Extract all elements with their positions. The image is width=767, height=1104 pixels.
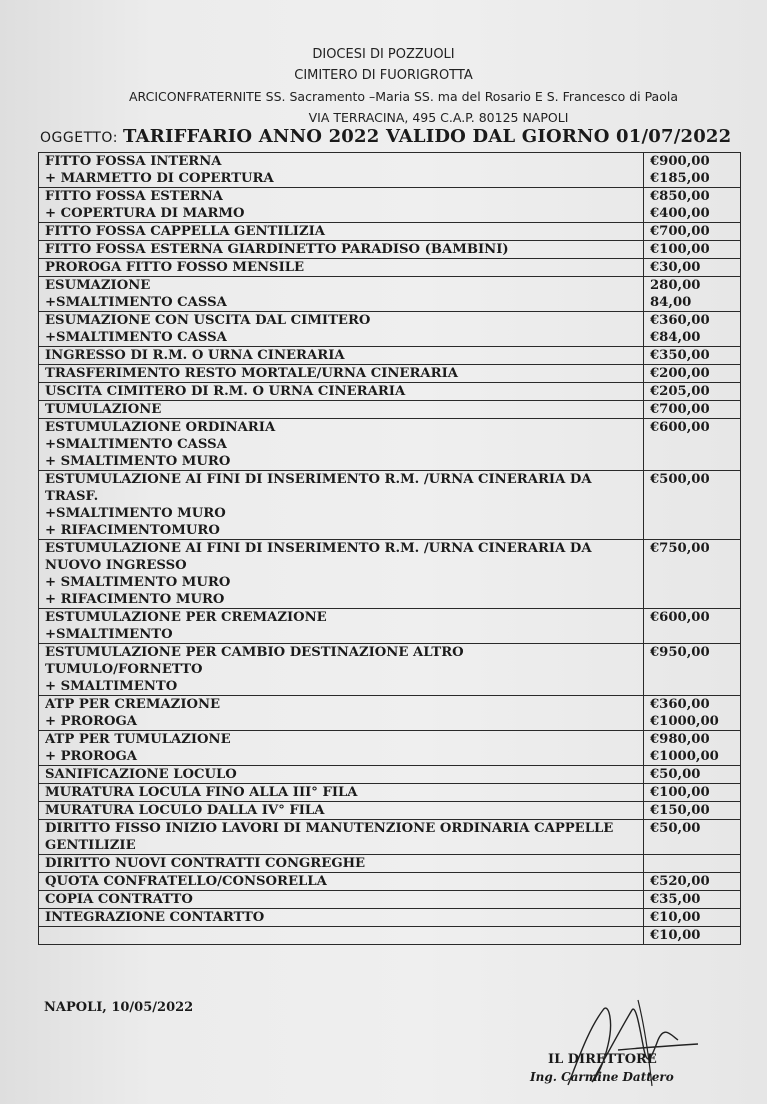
tariff-description <box>39 347 644 365</box>
tariff-description <box>39 696 644 731</box>
description-line: ESTUMULAZIONE AI FINI DI INSERIMENTO R.M. /URNA CINERARIA DA <box>45 541 592 556</box>
director-title: IL DIRETTORE <box>548 1052 657 1067</box>
tariff-row <box>39 471 741 540</box>
tariff-row <box>39 365 741 383</box>
tariff-description <box>39 784 644 802</box>
description-line: QUOTA CONFRATELLO/CONSORELLA <box>45 874 327 889</box>
tariff-description <box>39 365 644 383</box>
tariff-price <box>644 927 741 945</box>
tariff-row <box>39 419 741 471</box>
tariff-price <box>644 383 741 401</box>
price-value: €84,00 <box>650 330 701 345</box>
price-value: 84,00 <box>650 295 692 310</box>
tariff-price <box>644 471 741 540</box>
header-confraternity: ARCICONFRATERNITE SS. Sacramento –Maria SS. ma del Rosario E S. Francesco di Paola <box>129 89 678 104</box>
header-diocese: DIOCESI DI POZZUOLI <box>312 47 455 62</box>
tariff-row <box>39 277 741 312</box>
tariff-description <box>39 609 644 644</box>
tariff-description <box>39 419 644 471</box>
description-line: TRASF. <box>45 489 99 504</box>
tariff-description <box>39 873 644 891</box>
description-line: ESUMAZIONE <box>45 278 151 293</box>
description-line: USCITA CIMITERO DI R.M. O URNA CINERARIA <box>45 384 406 399</box>
tariff-row <box>39 855 741 873</box>
price-value: €520,00 <box>650 874 710 889</box>
tariff-price <box>644 223 741 241</box>
description-line: MURATURA LOCULO DALLA IV° FILA <box>45 803 325 818</box>
tariff-description <box>39 223 644 241</box>
description-line: +SMALTIMENTO CASSA <box>45 330 227 345</box>
description-line: +SMALTIMENTO <box>45 627 173 642</box>
description-line: ATP PER CREMAZIONE <box>45 697 221 712</box>
description-line: + SMALTIMENTO <box>45 679 178 694</box>
document-header <box>0 44 767 128</box>
description-line: NUOVO INGRESSO <box>45 558 187 573</box>
description-line: TUMULO/FORNETTO <box>45 662 203 677</box>
tariff-price <box>644 540 741 609</box>
tariff-description <box>39 241 644 259</box>
tariff-description <box>39 909 644 927</box>
tariff-row <box>39 312 741 347</box>
director-name: Ing. Carmine Dattero <box>530 1070 674 1084</box>
price-value: €360,00 <box>650 697 710 712</box>
tariff-price <box>644 820 741 855</box>
price-value: €900,00 <box>650 154 710 169</box>
tariff-row <box>39 540 741 609</box>
tariff-price <box>644 766 741 784</box>
tariff-row <box>39 909 741 927</box>
tariff-price <box>644 312 741 347</box>
tariff-row <box>39 153 741 188</box>
tariff-description <box>39 312 644 347</box>
tariff-description <box>39 471 644 540</box>
tariff-price <box>644 188 741 223</box>
tariff-row <box>39 891 741 909</box>
tariff-description <box>39 766 644 784</box>
tariff-price <box>644 909 741 927</box>
price-value: €100,00 <box>650 242 710 257</box>
subject-title: TARIFFARIO ANNO 2022 VALIDO DAL GIORNO 01/07/2022 <box>123 126 732 147</box>
tariff-price <box>644 365 741 383</box>
price-value: €400,00 <box>650 206 710 221</box>
tariff-row <box>39 927 741 945</box>
tariff-row <box>39 696 741 731</box>
description-line: +SMALTIMENTO CASSA <box>45 295 227 310</box>
tariff-row <box>39 241 741 259</box>
tariff-table-body <box>39 153 741 945</box>
description-line: GENTILIZIE <box>45 838 136 853</box>
description-line: + MARMETTO DI COPERTURA <box>45 171 274 186</box>
tariff-description <box>39 644 644 696</box>
tariff-price <box>644 259 741 277</box>
tariff-description <box>39 188 644 223</box>
description-line: ESTUMULAZIONE AI FINI DI INSERIMENTO R.M. /URNA CINERARIA DA <box>45 472 592 487</box>
price-value: €750,00 <box>650 541 710 556</box>
description-line: TRASFERIMENTO RESTO MORTALE/URNA CINERARIA <box>45 366 459 381</box>
tariff-description <box>39 277 644 312</box>
description-line: PROROGA FITTO FOSSO MENSILE <box>45 260 305 275</box>
tariff-row <box>39 609 741 644</box>
price-value: €500,00 <box>650 472 710 487</box>
tariff-row <box>39 802 741 820</box>
description-line: SANIFICAZIONE LOCULO <box>45 767 237 782</box>
tariff-price <box>644 873 741 891</box>
tariff-row <box>39 820 741 855</box>
tariff-row <box>39 766 741 784</box>
description-line: + RIFACIMENTO MURO <box>45 592 225 607</box>
header-address: VIA TERRACINA, 495 C.A.P. 80125 NAPOLI <box>308 110 569 125</box>
tariff-row <box>39 644 741 696</box>
tariff-description <box>39 259 644 277</box>
price-value: €200,00 <box>650 366 710 381</box>
description-line: + COPERTURA DI MARMO <box>45 206 245 221</box>
tariff-row <box>39 873 741 891</box>
price-value: €980,00 <box>650 732 710 747</box>
description-line: MURATURA LOCULA FINO ALLA III° FILA <box>45 785 358 800</box>
description-line: +SMALTIMENTO MURO <box>45 506 226 521</box>
tariff-row <box>39 784 741 802</box>
description-line: +SMALTIMENTO CASSA <box>45 437 227 452</box>
tariff-description <box>39 820 644 855</box>
price-value: €950,00 <box>650 645 710 660</box>
tariff-description <box>39 927 644 945</box>
tariff-price <box>644 855 741 873</box>
tariff-price <box>644 401 741 419</box>
description-line: FITTO FOSSA CAPPELLA GENTILIZIA <box>45 224 325 239</box>
description-line: + SMALTIMENTO MURO <box>45 575 231 590</box>
price-value: €100,00 <box>650 785 710 800</box>
tariff-price <box>644 347 741 365</box>
tariff-description <box>39 540 644 609</box>
tariff-row <box>39 347 741 365</box>
price-value: €185,00 <box>650 171 710 186</box>
description-line: + SMALTIMENTO MURO <box>45 454 231 469</box>
header-cemetery: CIMITERO DI FUORIGROTTA <box>294 68 473 83</box>
tariff-description <box>39 891 644 909</box>
price-value: €700,00 <box>650 402 710 417</box>
subject-label: OGGETTO: <box>40 130 118 146</box>
tariff-description <box>39 383 644 401</box>
tariff-description <box>39 401 644 419</box>
price-value: €1000,00 <box>650 749 719 764</box>
subject-line <box>40 126 740 147</box>
tariff-price <box>644 241 741 259</box>
price-value: €150,00 <box>650 803 710 818</box>
description-line: FITTO FOSSA ESTERNA <box>45 189 223 204</box>
tariff-row <box>39 383 741 401</box>
tariff-price <box>644 731 741 766</box>
description-line: DIRITTO FISSO INIZIO LAVORI DI MANUTENZIONE ORDINARIA CAPPELLE <box>45 821 614 836</box>
description-line: INGRESSO DI R.M. O URNA CINERARIA <box>45 348 345 363</box>
tariff-row <box>39 731 741 766</box>
description-line: ATP PER TUMULAZIONE <box>45 732 231 747</box>
price-value: €50,00 <box>650 767 701 782</box>
price-value: €700,00 <box>650 224 710 239</box>
description-line: TUMULAZIONE <box>45 402 162 417</box>
price-value: €360,00 <box>650 313 710 328</box>
description-line: FITTO FOSSA ESTERNA GIARDINETTO PARADISO (BAMBINI) <box>45 242 509 257</box>
price-value: €10,00 <box>650 910 701 925</box>
price-value: €10,00 <box>650 928 701 943</box>
price-value: €35,00 <box>650 892 701 907</box>
tariff-row <box>39 401 741 419</box>
tariff-table <box>38 152 741 945</box>
description-line: INTEGRAZIONE CONTARTTO <box>45 910 265 925</box>
price-value <box>650 855 734 872</box>
tariff-price <box>644 802 741 820</box>
price-value: €350,00 <box>650 348 710 363</box>
tariff-description <box>39 802 644 820</box>
price-value: €30,00 <box>650 260 701 275</box>
tariff-price <box>644 609 741 644</box>
description-line: ESUMAZIONE CON USCITA DAL CIMITERO <box>45 313 371 328</box>
description-line: FITTO FOSSA INTERNA <box>45 154 222 169</box>
description-line: + PROROGA <box>45 749 137 764</box>
description-line: ESTUMULAZIONE PER CAMBIO DESTINAZIONE ALTRO <box>45 645 464 660</box>
tariff-row <box>39 223 741 241</box>
description-line: COPIA CONTRATTO <box>45 892 193 907</box>
description-line: ESTUMULAZIONE ORDINARIA <box>45 420 276 435</box>
description-line <box>45 927 637 944</box>
price-value: €50,00 <box>650 821 701 836</box>
tariff-row <box>39 188 741 223</box>
tariff-price <box>644 784 741 802</box>
tariff-price <box>644 891 741 909</box>
tariff-price <box>644 277 741 312</box>
price-value: €205,00 <box>650 384 710 399</box>
price-value: €600,00 <box>650 610 710 625</box>
description-line: + RIFACIMENTOMURO <box>45 523 220 538</box>
tariff-description <box>39 731 644 766</box>
price-value: 280,00 <box>650 278 701 293</box>
price-value: €850,00 <box>650 189 710 204</box>
price-value: €1000,00 <box>650 714 719 729</box>
footer-date: NAPOLI, 10/05/2022 <box>44 1000 194 1015</box>
tariff-price <box>644 644 741 696</box>
tariff-description <box>39 153 644 188</box>
price-value: €600,00 <box>650 420 710 435</box>
description-line: ESTUMULAZIONE PER CREMAZIONE <box>45 610 327 625</box>
tariff-price <box>644 696 741 731</box>
tariff-description <box>39 855 644 873</box>
tariff-price <box>644 419 741 471</box>
description-line: + PROROGA <box>45 714 137 729</box>
description-line: DIRITTO NUOVI CONTRATTI CONGREGHE <box>45 856 366 871</box>
tariff-price <box>644 153 741 188</box>
tariff-row <box>39 259 741 277</box>
